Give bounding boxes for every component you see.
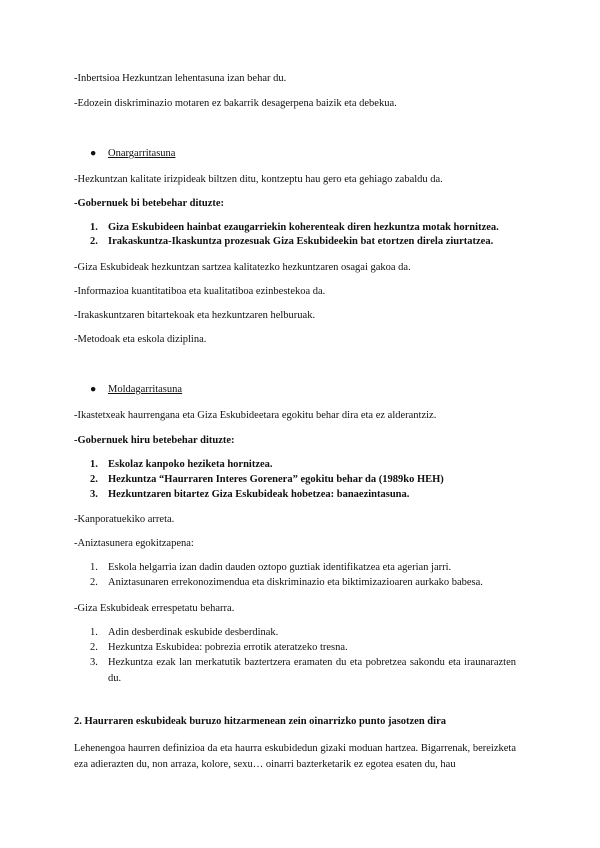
- list-number: 2.: [90, 474, 98, 485]
- paragraph-diskriminazioa: -Edozein diskriminazio motaren ez bakarrik desagerpena baizik eta debekua.: [74, 98, 397, 109]
- paragraph-kanporatuak: -Kanporatuekiko arreta.: [74, 514, 175, 525]
- paragraph-metodoak: -Metodoak eta eskola diziplina.: [74, 334, 207, 345]
- list-number: 2.: [90, 577, 98, 588]
- paragraph-kalitatea: -Hezkuntzan kalitate irizpideak biltzen ditu, kontzeptu hau gero eta gehiago zabaldu da.: [74, 174, 443, 185]
- paragraph-lehenengoa: Lehenengoa haurren definizioa da eta haurra eskubidedun gizaki moduan hartzea. Bigarrenak, bereizketa eza adierazten du, non arraza, kolore, sexu… oinarri bazterketarik ez egotea esaten du, hau: [74, 743, 516, 770]
- bullet-icon: ●: [90, 384, 97, 395]
- paragraph-bi-betebehar: -Gobernuek bi betebehar dituzte:: [74, 198, 225, 209]
- list-number: 2.: [90, 642, 98, 653]
- paragraph-informazioa: -Informazioa kuantitatiboa eta kualitatiboa ezinbestekoa da.: [74, 286, 326, 297]
- section-heading-2: 2. Haurraren eskubideak buruzo hitzarmenean zein oinarrizko punto jasotzen dira: [74, 716, 446, 727]
- list-item: Hezkuntza ezak lan merkatutik baztertzera eramaten du eta pobretzea sakondu eta iraunarazten du.: [108, 657, 516, 684]
- list-number: 1.: [90, 459, 98, 470]
- paragraph-aniztasuna: -Aniztasunera egokitzapena:: [74, 538, 194, 549]
- heading-moldagarritasuna: Moldagarritasuna: [108, 384, 183, 395]
- list-number: 1.: [90, 222, 98, 233]
- list-number: 1.: [90, 562, 98, 573]
- paragraph-errespetatu: -Giza Eskubideak errespetatu beharra.: [74, 603, 235, 614]
- paragraph-irakaskuntza: -Irakaskuntzaren bitartekoak eta hezkuntzaren helburuak.: [74, 310, 316, 321]
- list-item: Giza Eskubideen hainbat ezaugarriekin koherenteak diren hezkuntza motak hornitzea.: [108, 222, 499, 233]
- paragraph-ikastetxeak: -Ikastetxeak haurrengana eta Giza Eskubideetara egokitu behar dira eta ez alderantziz.: [74, 410, 437, 421]
- list-item: Hezkuntzaren bitartez Giza Eskubideak hobetzea: banaezintasuna.: [108, 489, 410, 500]
- list-number: 3.: [90, 657, 98, 668]
- list-number: 1.: [90, 627, 98, 638]
- bullet-icon: ●: [90, 148, 97, 159]
- paragraph-inbertsioa: -Inbertsioa Hezkuntzan lehentasuna izan behar du.: [74, 73, 287, 84]
- list-item: Eskola helgarria izan dadin dauden oztopo guztiak identifikatzea eta agerian jarri.: [108, 562, 452, 573]
- list-item: Hezkuntza Eskubidea: pobrezia errotik ateratzeko tresna.: [108, 642, 348, 653]
- list-number: 3.: [90, 489, 98, 500]
- heading-onargarritasuna: Onargarritasuna: [108, 148, 176, 159]
- list-item: Aniztasunaren errekonozimendua eta diskriminazio eta biktimizazioaren aurkako babesa.: [108, 577, 483, 588]
- list-item: Irakaskuntza-Ikaskuntza prozesuak Giza Eskubideekin bat etortzen direla ziurtatzea.: [108, 236, 494, 247]
- list-item: Adin desberdinak eskubide desberdinak.: [108, 627, 279, 638]
- list-number: 2.: [90, 236, 98, 247]
- paragraph-hiru-betebehar: -Gobernuek hiru betebehar dituzte:: [74, 435, 235, 446]
- list-item: Hezkuntza “Haurraren Interes Gorenera” egokitu behar da (1989ko HEH): [108, 474, 444, 485]
- paragraph-giza-eskubideak-hezkuntzan: -Giza Eskubideak hezkuntzan sartzea kalitatezko hezkuntzaren osagai gakoa da.: [74, 262, 411, 273]
- list-item: Eskolaz kanpoko heziketa hornitzea.: [108, 459, 273, 470]
